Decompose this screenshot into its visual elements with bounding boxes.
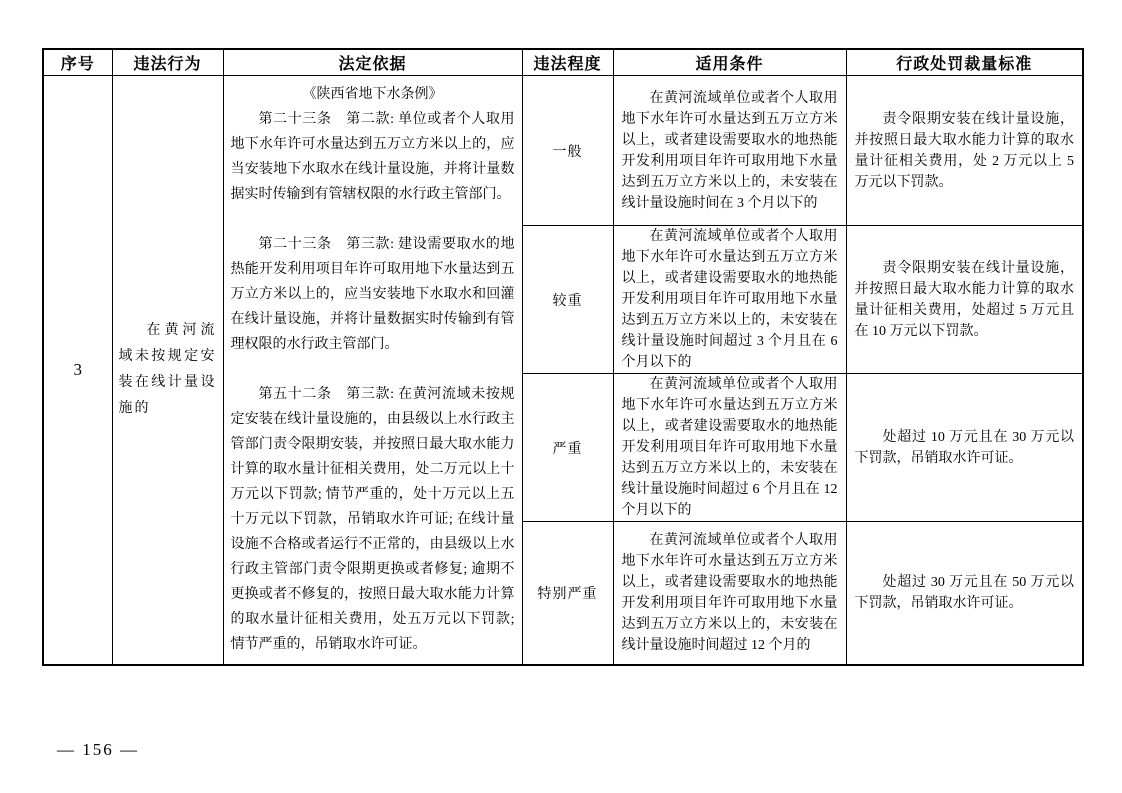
condition-cell (613, 522, 846, 665)
condition-text: 在黄河流域单位或者个人取用地下水年许可水量达到五万立方米以上，或者建设需要取水的地热能开发利用项目年许可取用地下水量达到五万立方米以上的，未安装在线计量设施时间在 3 个月以下的 (621, 90, 838, 211)
severity-cell: 较重 (522, 226, 613, 374)
legal-basis-title: 《陕西省地下水条例》 (302, 87, 443, 103)
penalty-text: 处超过 10 万元且在 30 万元以下罚款，吊销取水许可证。 (854, 429, 1074, 466)
penalty-cell (846, 522, 1083, 665)
page-number: — 156 — (57, 740, 139, 759)
severity-cell: 特别严重 (522, 522, 613, 665)
column-header-penalty-standard: 行政处罚裁量标准 (846, 49, 1083, 76)
legal-basis-paragraph: 第二十三条 第二款: 单位或者个人取用地下水年许可水量达到五万立方米以上的，应当安装地下水取水在线计量设施，并将计量数据实时传输到有管辖权限的水行政主管部门。 (230, 112, 515, 203)
condition-cell (613, 226, 846, 374)
seq-cell: 3 (43, 76, 112, 665)
condition-cell (613, 374, 846, 522)
violation-cell (112, 76, 223, 665)
violation-text: 在黄河流域未按规定安装在线计量设施的 (118, 322, 217, 416)
penalty-text: 处超过 30 万元且在 50 万元以下罚款，吊销取水许可证。 (854, 574, 1074, 611)
severity-cell: 严重 (522, 374, 613, 522)
table-row (43, 76, 1083, 226)
condition-cell (613, 76, 846, 226)
penalty-cell (846, 226, 1083, 374)
condition-text: 在黄河流域单位或者个人取用地下水年许可水量达到五万立方米以上，或者建设需要取水的地热能开发利用项目年许可取用地下水量达到五万立方米以上的，未安装在线计量设施时间超过 6 个月且在 12 个月以下的 (621, 377, 838, 518)
severity-cell: 一般 (522, 76, 613, 226)
penalty-text: 责令限期安装在线计量设施，并按照日最大取水能力计算的取水量计征相关费用，处超过 5 万元且在 10 万元以下罚款。 (854, 260, 1074, 339)
condition-text: 在黄河流域单位或者个人取用地下水年许可水量达到五万立方米以上，或者建设需要取水的地热能开发利用项目年许可取用地下水量达到五万立方米以上的，未安装在线计量设施时间超过 12 个月的 (621, 532, 838, 653)
column-header-violation: 违法行为 (112, 49, 223, 76)
legal-basis-paragraph: 第五十二条 第三款: 在黄河流域未按规定安装在线计量设施的，由县级以上水行政主管部门责令限期安装，并按照日最大取水能力计算的取水量计征相关费用，处二万元以上十万元以下罚款; 情节严重的，处十万元以上五十万元以下罚款，吊销取水许可证; 在线计量设施不合格或者运行不正常的，由县级以上水行政主管部门责令限期更换或者修复; 逾期不更换或者不修复的，按照日最大取水能力计算的取水量计征相关费用，处五万元以下罚款; 情节严重的，吊销取水许可证。 (230, 387, 515, 653)
legal-basis-paragraph: 第二十三条 第三款: 建设需要取水的地热能开发利用项目年许可取用地下水量达到五万立方米以上的，应当安装地下水取水和回灌在线计量设施，并将计量数据实时传输到有管理权限的水行政主管部门。 (230, 237, 515, 353)
condition-text: 在黄河流域单位或者个人取用地下水年许可水量达到五万立方米以上，或者建设需要取水的地热能开发利用项目年许可取用地下水量达到五万立方米以上的，未安装在线计量设施时间超过 3 个月且在 6 个月以下的 (621, 229, 838, 370)
column-header-seq: 序号 (43, 49, 112, 76)
penalty-cell (846, 76, 1083, 226)
column-header-degree: 违法程度 (522, 49, 613, 76)
legal-basis-cell (223, 76, 522, 665)
column-header-condition: 适用条件 (613, 49, 846, 76)
header-row (43, 49, 1083, 76)
penalty-standards-table (42, 48, 1084, 666)
penalty-cell (846, 374, 1083, 522)
penalty-text: 责令限期安装在线计量设施，并按照日最大取水能力计算的取水量计征相关费用，处 2 万元以上 5 万元以下罚款。 (854, 111, 1074, 190)
column-header-legal-basis: 法定依据 (223, 49, 522, 76)
